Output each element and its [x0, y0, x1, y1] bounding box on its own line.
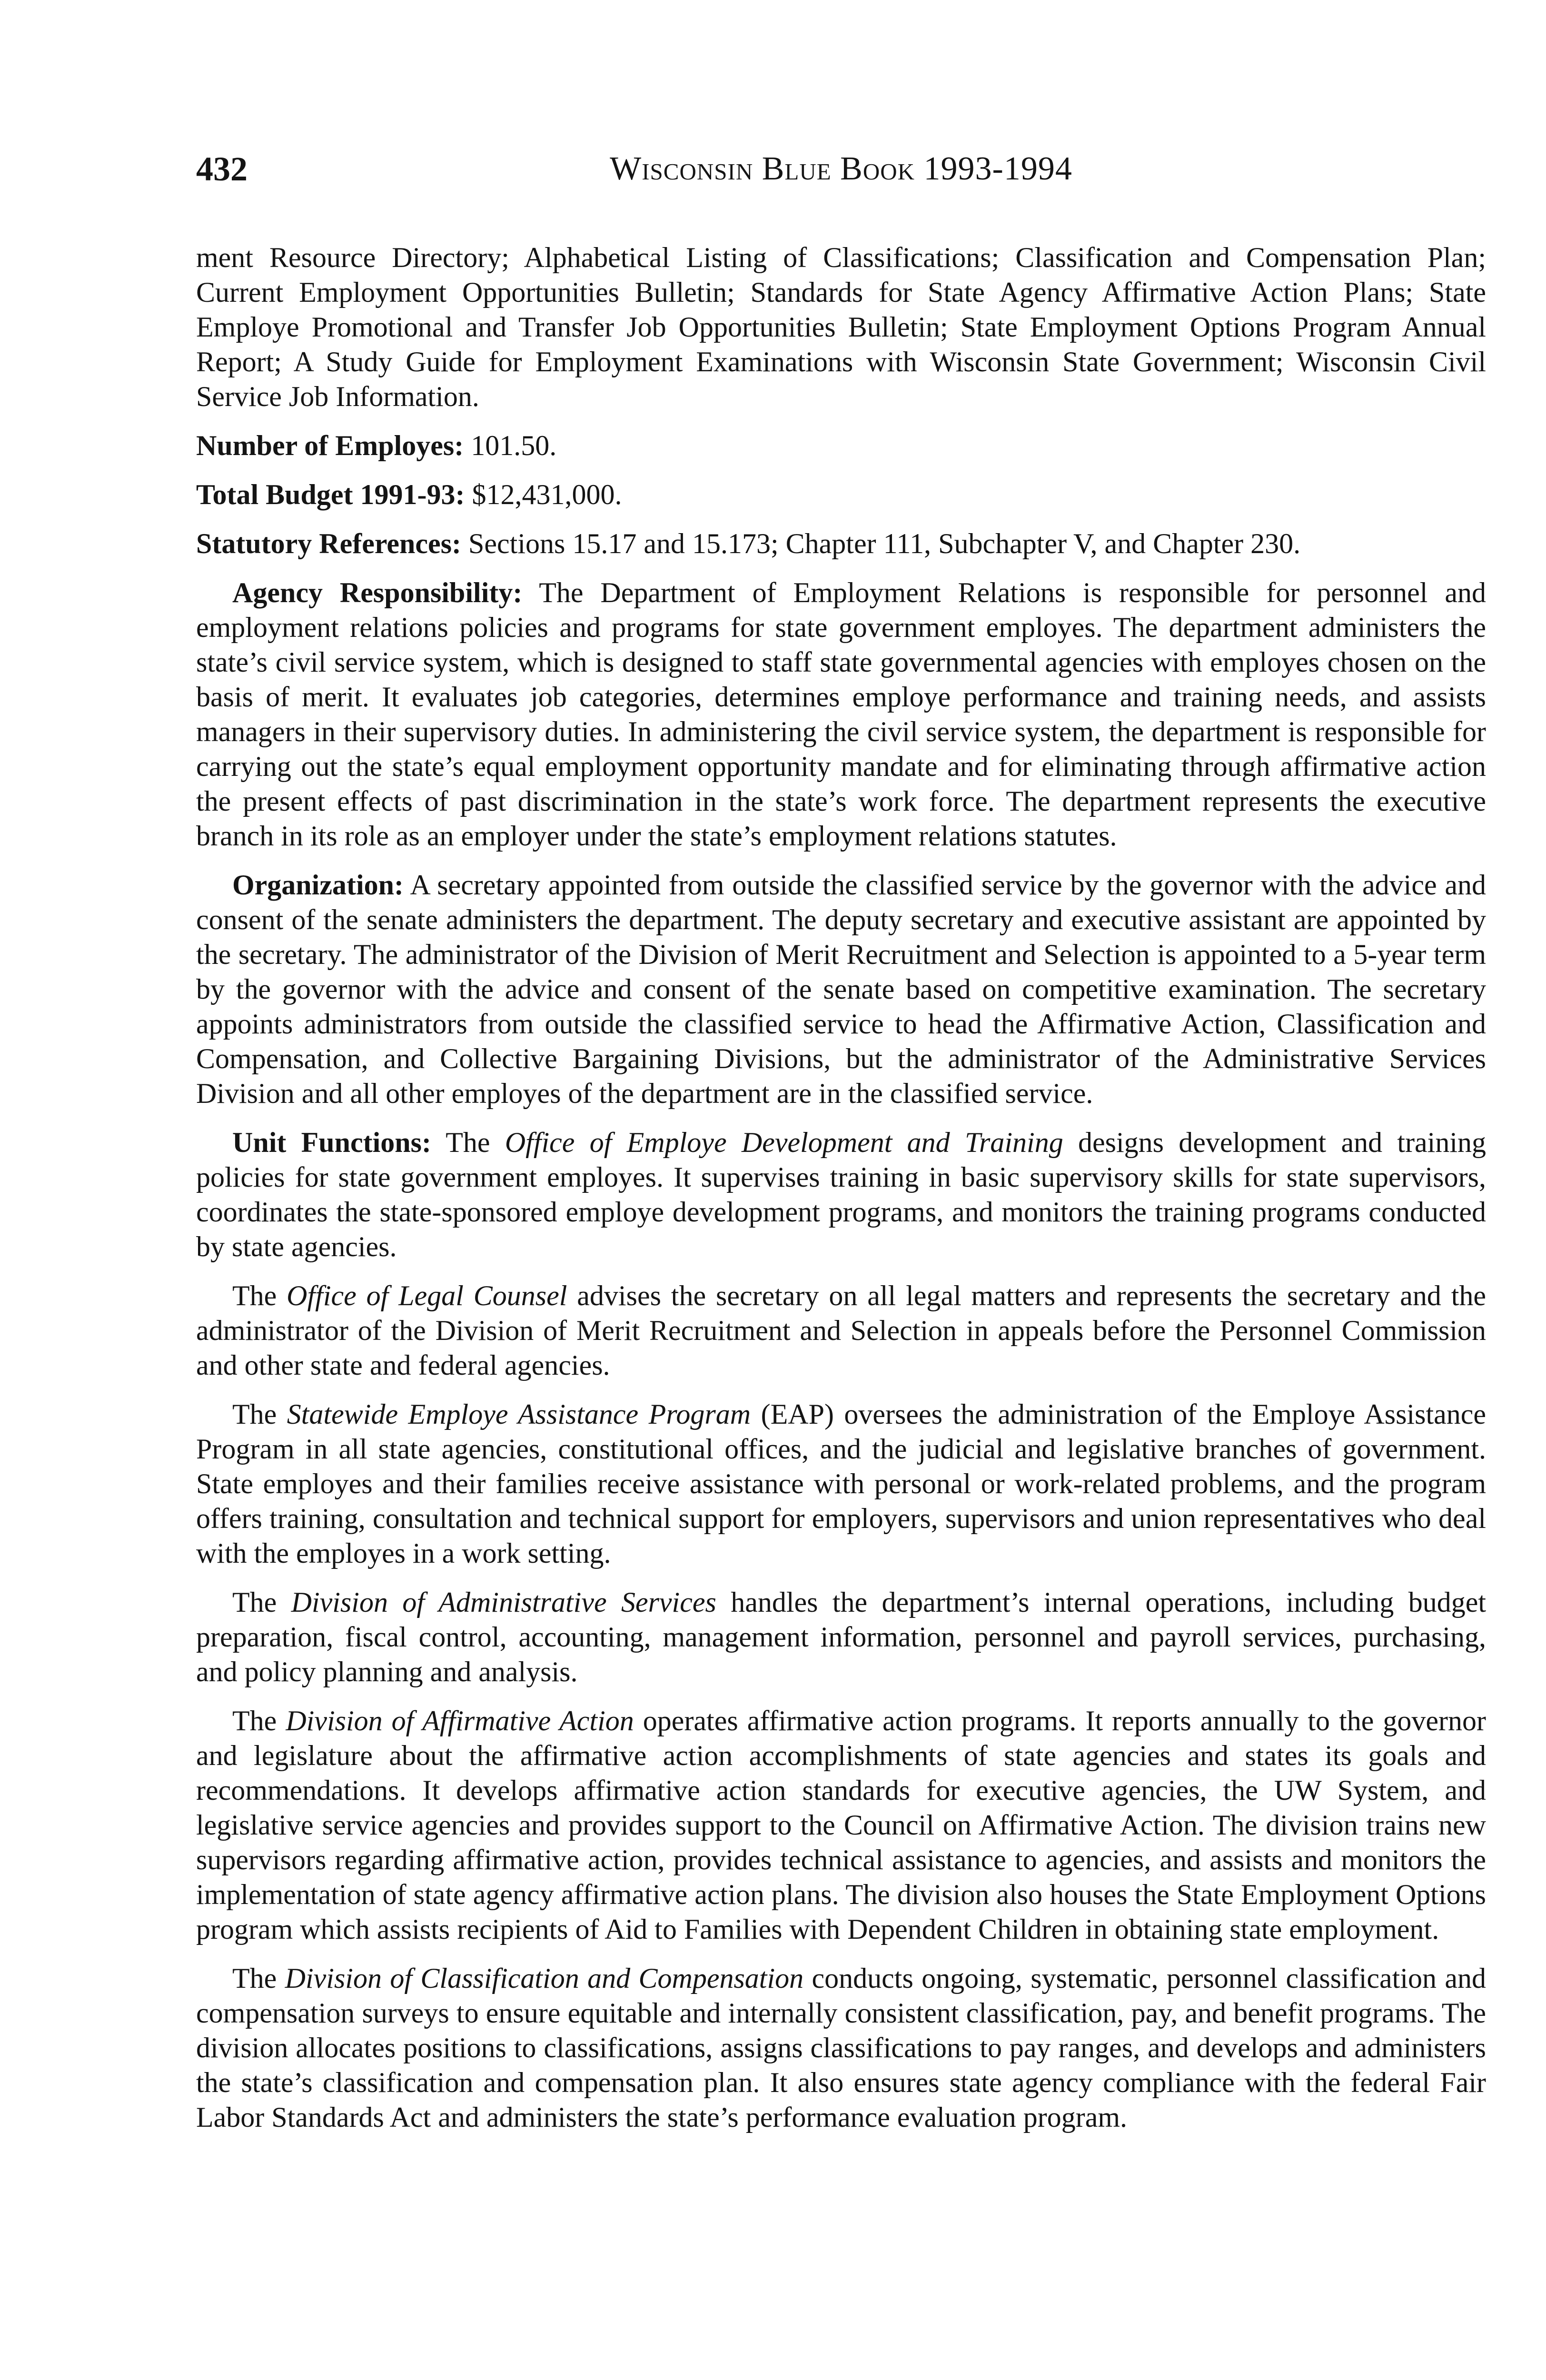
- publications-continued: ment Resource Directory; Alphabetical Listing of Classifications; Classification and Compensation Plan; Current Employment Opportunities Bulletin; Standards for State Agency Affirmative Action Plans; State Employe Promotional and Transfer Job Opportunities Bulletin; State Employment Options Program Annual Report; A Study Guide for Employment Examinations with Wisconsin State Government; Wisconsin Civil Service Job Information.: [196, 242, 1486, 412]
- unit-prefix: The: [232, 1587, 291, 1618]
- unit-description: handles the department’s internal operations, including budget preparation, fiscal control, accounting, management information, personnel and payroll services, purchasing, and policy planning and analysis.: [196, 1587, 1487, 1687]
- running-title: Wisconsin Blue Book 1993-1994: [610, 150, 1072, 187]
- page-header: [196, 145, 1486, 198]
- unit-prefix: The: [232, 1963, 285, 1994]
- unit-paragraph-administrative-services: [196, 1585, 1486, 1689]
- fact-label: Number of Employes:: [196, 430, 464, 461]
- fact-number-of-employes: [196, 428, 1486, 463]
- organization-paragraph: [196, 868, 1486, 1111]
- fact-label: Statutory References:: [196, 528, 462, 559]
- unit-description: operates affirmative action programs. It reports annually to the governor and legislature about the affirmative action accomplishments of state agencies and states its goals and recommendations. It develops affirmative action standards for executive agencies, the UW System, and legislative service agencies and provides support to the Council on Affirmative Action. The division trains new supervisors regarding affirmative action, provides technical assistance to agencies, and assists and monitors the implementation of state agency affirmative action plans. The division also houses the State Employment Options program which assists recipients of Aid to Families with Dependent Children in obtaining state employment.: [196, 1705, 1486, 1945]
- unit-name-division-of-affirmative-action: Division of Affirmative Action: [286, 1705, 634, 1736]
- unit-name-employe-assistance-program: Statewide Employe Assistance Program: [287, 1398, 751, 1430]
- fact-value: Sections 15.17 and 15.173; Chapter 111, Subchapter V, and Chapter 230.: [468, 528, 1301, 559]
- unit-name-division-of-classification-and-compensation: Division of Classification and Compensation: [285, 1963, 804, 1994]
- unit-description: advises the secretary on all legal matters and represents the secretary and the administrator of the Division of Merit Recruitment and Selection in appeals before the Personnel Commission and other state and federal agencies.: [196, 1280, 1487, 1381]
- unit-name-office-of-legal-counsel: Office of Legal Counsel: [287, 1280, 567, 1311]
- unit-prefix: The: [232, 1705, 286, 1736]
- unit-name-division-of-administrative-services: Division of Administrative Services: [291, 1587, 716, 1618]
- unit-paragraph-eap: [196, 1397, 1486, 1571]
- agency-responsibility-text: The Department of Employment Relations is responsible for personnel and employment relations policies and programs for state government employes. The department administers the state’s civil service system, which is designed to staff state governmental agencies with employes chosen on the basis of merit. It evaluates job categories, determines employe performance and training needs, and assists managers in their supervisory duties. In administering the civil service system, the department is responsible for carrying out the state’s equal employment opportunity mandate and for eliminating through affirmative action the present effects of past discrimination in the state’s work force. The department represents the executive branch in its role as an employer under the state’s employment relations statutes.: [196, 577, 1486, 852]
- unit-functions-paragraph: [196, 1125, 1486, 1264]
- page-number: 432: [196, 150, 248, 188]
- unit-paragraph-legal-counsel: [196, 1279, 1486, 1383]
- unit-description: conducts ongoing, systematic, personnel classification and compensation surveys to ensure equitable and internally consistent classification, pay, and benefit programs. The division allocates positions to classifications, assigns classifications to pay ranges, and develops and administers the state’s classification and compensation plan. It also ensures state agency compliance with the federal Fair Labor Standards Act and administers the state’s performance evaluation program.: [196, 1963, 1487, 2133]
- organization-label: Organization:: [232, 869, 404, 901]
- unit-functions-label: Unit Functions:: [232, 1127, 432, 1158]
- unit-name-office-of-employe-development: Office of Employe Development and Training: [505, 1127, 1063, 1158]
- unit-prefix: The: [446, 1127, 505, 1158]
- unit-description: designs development and training policies for state government employes. It supervises training in basic supervisory skills for state supervisors, coordinates the state-sponsored employe development programs, and monitors the training programs conducted by state agencies.: [196, 1127, 1487, 1262]
- fact-total-budget: [196, 477, 1486, 512]
- unit-paragraph-affirmative-action: [196, 1704, 1486, 1947]
- unit-paragraph-classification-compensation: [196, 1961, 1486, 2135]
- unit-prefix: The: [232, 1280, 287, 1311]
- fact-label: Total Budget 1991-93:: [196, 479, 465, 510]
- body-text: [196, 240, 1486, 2135]
- unit-description: (EAP) oversees the administration of the Employe Assistance Program in all state agencies, constitutional offices, and the judicial and legislative branches of government. State employes and their families receive assistance with personal or work-related problems, and the program offers training, consultation and technical support for employers, supervisors and union representatives who deal with the employes in a work setting.: [196, 1398, 1487, 1569]
- fact-value: $12,431,000.: [472, 479, 622, 510]
- fact-statutory-references: [196, 526, 1486, 561]
- agency-responsibility-paragraph: [196, 575, 1486, 853]
- organization-text: A secretary appointed from outside the classified service by the governor with the advice and consent of the senate administers the department. The deputy secretary and executive assistant are appointed by the secretary. The administrator of the Division of Merit Recruitment and Selection is appointed to a 5-year term by the governor with the advice and consent of the senate based on competitive examination. The secretary appoints administrators from outside the classified service to head the Affirmative Action, Classification and Compensation, and Collective Bargaining Divisions, but the administrator of the Administrative Services Division and all other employes of the department are in the classified service.: [196, 869, 1486, 1109]
- unit-prefix: The: [232, 1398, 287, 1430]
- fact-value: 101.50.: [471, 430, 557, 461]
- agency-responsibility-label: Agency Responsibility:: [232, 577, 523, 608]
